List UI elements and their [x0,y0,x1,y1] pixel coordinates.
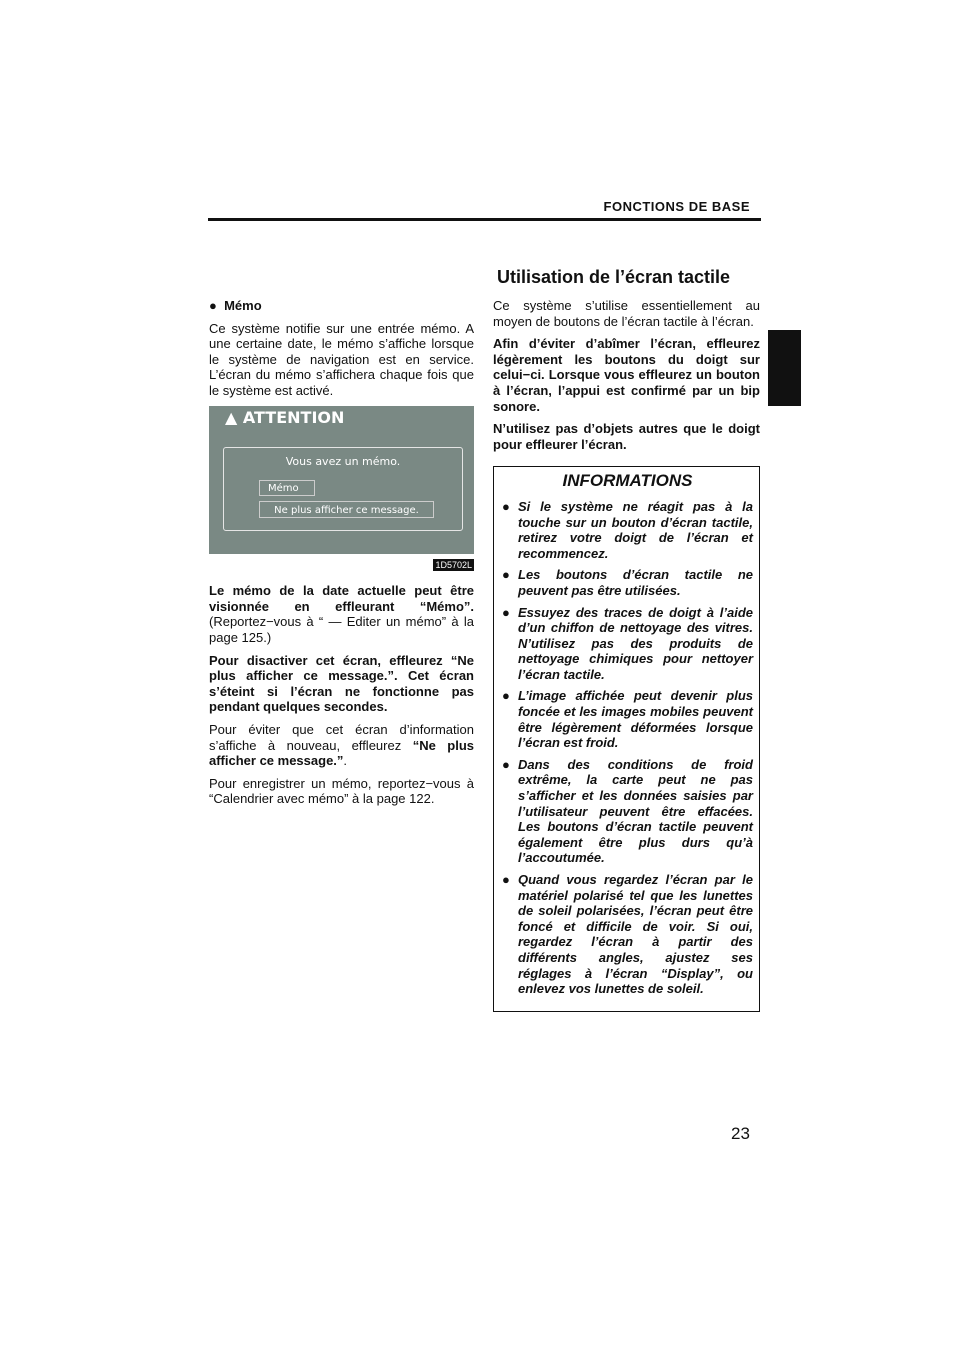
informations-title: INFORMATIONS [562,471,693,491]
right-paragraph-3: N’utilisez pas d’objets autres que le doigt pour effleurer l’écran. [493,421,760,452]
page-number: 23 [731,1124,750,1143]
running-header: FONCTIONS DE BASE [603,199,750,214]
info-item: ● Dans des conditions de froid extrême, la carte peut ne pas s’afficher et les données saisies par l’utilisateur peuvent être effacées. Les boutons d’écran tactile peuvent également être plus durs qu’à l’accoutumée. [502,756,753,866]
hide-message-button: Ne plus afficher ce message. [259,501,434,518]
info-item: ● Si le système ne réagit pas à la touche sur un bouton d’écran tactile, retirez votre doigt de l’écran et recommencez. [502,498,753,561]
intro-paragraph: Ce système notifie sur une entrée mémo. A une certaine date, le mémo s’affiche lorsque le système de navigation est en service. L’écran du mémo s’affichera chaque fois que le système est activé. [209,320,474,398]
memo-dialog [223,447,463,531]
warning-icon: ▲ [225,407,243,427]
memo-heading: Mémo [224,298,262,313]
paragraph-3: Pour éviter que cet écran d’information s’affiche à nouveau, effleurez “Ne plus afficher ce message.”. [209,721,474,769]
info-item: ● Essuyez des traces de doigt à l’aide d’un chiffon de nettoyage des vitres. N’utilisez pas des produits de nettoyage chimiques pour nettoyer l’écran tactile. [502,604,753,682]
info-item: ● L’image affichée peut devenir plus foncée et les images mobiles peuvent être légèrement déformées lorsque l’écran est froid. [502,688,753,751]
info-item: ● Les boutons d’écran tactile ne peuvent pas être utilisées. [502,567,753,598]
attention-title: ▲ ATTENTION [225,407,345,427]
right-paragraph-1: Ce système s’utilise essentiellement au moyen de boutons de l’écran tactile à l’écran. [493,298,760,329]
paragraph-1: Le mémo de la date actuelle peut être visionnée en effleurant “Mémo”. (Reportez−vous à “ — Editer un mémo” à la page 125.) [209,583,474,645]
memo-button: Mémo [259,480,315,496]
figure-id: 1D5702L [435,559,472,570]
bullet-icon: ● [209,298,225,313]
header-rule [208,218,761,221]
paragraph-4: Pour enregistrer un mémo, reportez−vous à “Calendrier avec mémo” à la page 122. [209,775,474,807]
paragraph-2: Pour disactiver cet écran, effleurez “Ne plus afficher ce message.”. Cet écran s’éteint si l’écran ne fonctionne pas pendant quelques secondes. [209,652,474,715]
info-item: ● Quand vous regardez l’écran par le matériel polarisé tel que les lunettes de soleil polarisées, l’écran peut être foncé et difficile de voir. Si oui, regardez l’écran à partir des différents angles, ajustez ses réglages à l’écran “Display”, ou enlevez vos lunettes de soleil. [502,872,753,997]
informations-box [493,466,760,1011]
section-title: Utilisation de l’écran tactile [497,267,731,287]
left-column [209,298,474,814]
chapter-tab [768,330,801,406]
memo-screen-figure [209,406,474,554]
right-paragraph-2: Afin d’éviter d’abîmer l’écran, effleurez légèrement les boutons du doigt sur celui−ci. Lorsque vous effleurez un bouton à l’écran, l’appui est confirmé par un bip sonore. [493,336,760,414]
dialog-message: Vous avez un mémo. [285,454,401,468]
right-column [493,298,760,1012]
